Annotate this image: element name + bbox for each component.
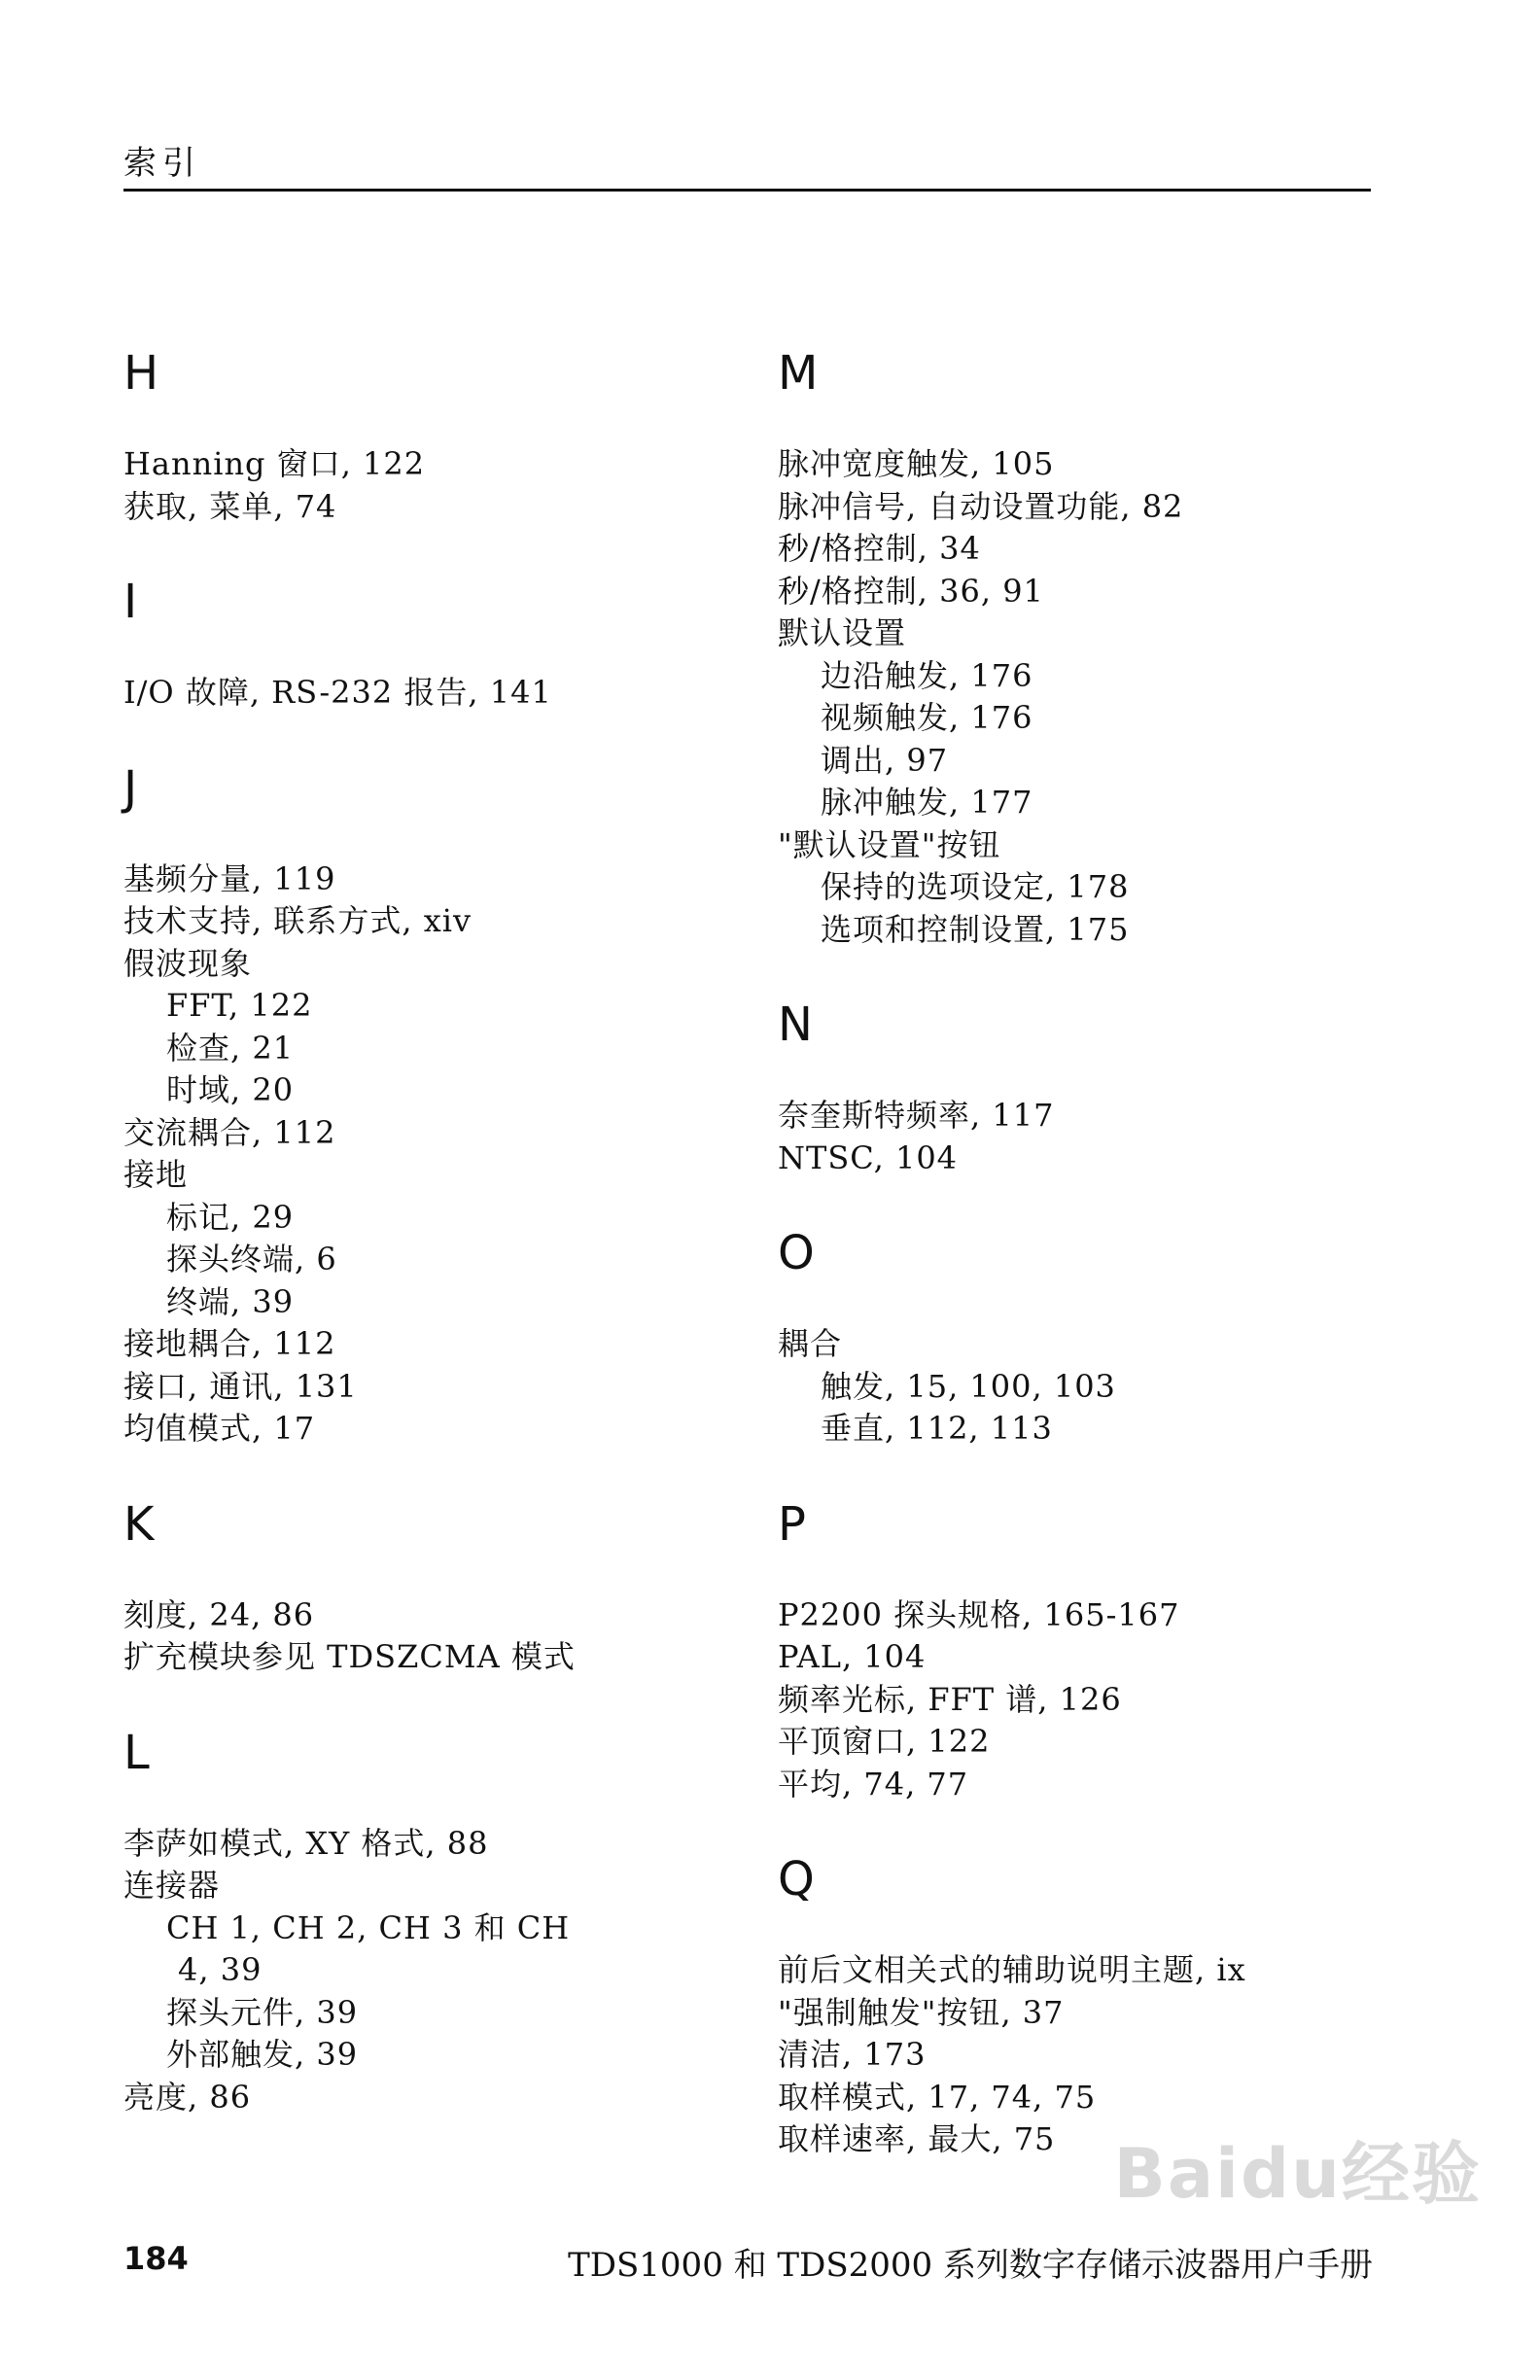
index-entry: 秒/格控制, 36, 91 <box>778 572 1044 610</box>
index-entry: 取样模式, 17, 74, 75 <box>778 2078 1097 2116</box>
index-entry: I/O 故障, RS-232 报告, 141 <box>123 674 552 711</box>
index-letter-heading: L <box>123 1725 150 1780</box>
watermark-logo: Baidu经验 <box>1113 2134 1482 2214</box>
index-letter-heading: Q <box>778 1852 815 1907</box>
running-header-title: 索引 <box>123 144 201 183</box>
index-entry: 清洁, 173 <box>778 2036 927 2073</box>
index-column-right <box>778 342 1419 2161</box>
index-letter-heading: H <box>123 346 159 401</box>
index-letter-heading: M <box>778 346 819 401</box>
index-entry: 时域, 20 <box>166 1071 295 1108</box>
index-entry: 外部触发, 39 <box>166 2036 359 2073</box>
index-entry: CH 1, CH 2, CH 3 和 CH <box>166 1908 571 1946</box>
index-entry: 假波现象 <box>123 944 253 982</box>
index-entry: 奈奎斯特频率, 117 <box>778 1097 1055 1134</box>
index-entry: 边沿触发, 176 <box>821 656 1033 694</box>
index-entry: 扩充模块参见 TDSZCMA 模式 <box>123 1638 576 1675</box>
index-entry: 基频分量, 119 <box>123 859 336 897</box>
index-entry: 触发, 15, 100, 103 <box>821 1367 1116 1405</box>
index-entry: P2200 探头规格, 165-167 <box>778 1595 1180 1633</box>
index-entry: 均值模式, 17 <box>123 1410 316 1447</box>
index-entry: 检查, 21 <box>166 1029 295 1067</box>
index-entry: 脉冲信号, 自动设置功能, 82 <box>778 487 1184 525</box>
index-entry: 获取, 菜单, 74 <box>123 487 337 525</box>
index-entry: 默认设置 <box>778 614 907 651</box>
index-entry: 技术支持, 联系方式, xiv <box>123 902 472 939</box>
index-entry: FFT, 122 <box>166 987 313 1024</box>
index-entry: 脉冲宽度触发, 105 <box>778 445 1055 482</box>
index-entry: 接口, 通讯, 131 <box>123 1367 358 1405</box>
index-entry: 视频触发, 176 <box>821 699 1033 736</box>
index-letter-heading: I <box>123 575 138 629</box>
index-letter-heading: P <box>778 1496 806 1552</box>
index-entry: 选项和控制设置, 175 <box>821 910 1130 948</box>
index-letter-heading: J <box>123 760 138 816</box>
index-column-left <box>123 342 765 2118</box>
index-entry: 接地 <box>123 1156 189 1193</box>
index-entry: 亮度, 86 <box>123 2078 252 2116</box>
index-entry: PAL, 104 <box>778 1638 927 1675</box>
index-entry: 4, 39 <box>178 1951 262 1988</box>
index-entry: 接地耦合, 112 <box>123 1325 336 1362</box>
index-entry: 保持的选项设定, 178 <box>821 868 1130 905</box>
header-rule <box>123 189 1371 192</box>
index-entry: 秒/格控制, 34 <box>778 530 981 567</box>
index-entry: "默认设置"按钮 <box>778 825 1001 863</box>
index-entry: 探头终端, 6 <box>166 1241 337 1278</box>
index-entry: 耦合 <box>778 1325 843 1362</box>
index-entry: 调出, 97 <box>821 741 949 779</box>
page-number: 184 <box>123 2240 189 2277</box>
index-entry: NTSC, 104 <box>778 1138 959 1176</box>
index-letter-heading: O <box>778 1226 815 1280</box>
footer-manual-title: TDS1000 和 TDS2000 系列数字存储示波器用户手册 <box>568 2246 1373 2285</box>
index-entry: 交流耦合, 112 <box>123 1113 336 1151</box>
index-entry: 刻度, 24, 86 <box>123 1595 315 1633</box>
index-entry: 垂直, 112, 113 <box>821 1410 1053 1447</box>
index-entry: 探头元件, 39 <box>166 1993 359 2031</box>
index-letter-heading: N <box>778 998 813 1052</box>
index-entry: Hanning 窗口, 122 <box>123 445 426 482</box>
index-entry: 连接器 <box>123 1867 221 1904</box>
index-entry: 平均, 74, 77 <box>778 1765 969 1802</box>
index-entry: 前后文相关式的辅助说明主题, ix <box>778 1951 1246 1988</box>
index-entry: 脉冲触发, 177 <box>821 784 1033 821</box>
index-entry: 频率光标, FFT 谱, 126 <box>778 1680 1122 1718</box>
index-entry: 平顶窗口, 122 <box>778 1723 991 1760</box>
index-entry: 标记, 29 <box>166 1198 295 1236</box>
index-entry: 取样速率, 最大, 75 <box>778 2120 1056 2157</box>
index-entry: "强制触发"按钮, 37 <box>778 1993 1065 2031</box>
index-entry: 终端, 39 <box>166 1282 295 1320</box>
index-entry: 李萨如模式, XY 格式, 88 <box>123 1824 489 1862</box>
index-letter-heading: K <box>123 1496 155 1552</box>
